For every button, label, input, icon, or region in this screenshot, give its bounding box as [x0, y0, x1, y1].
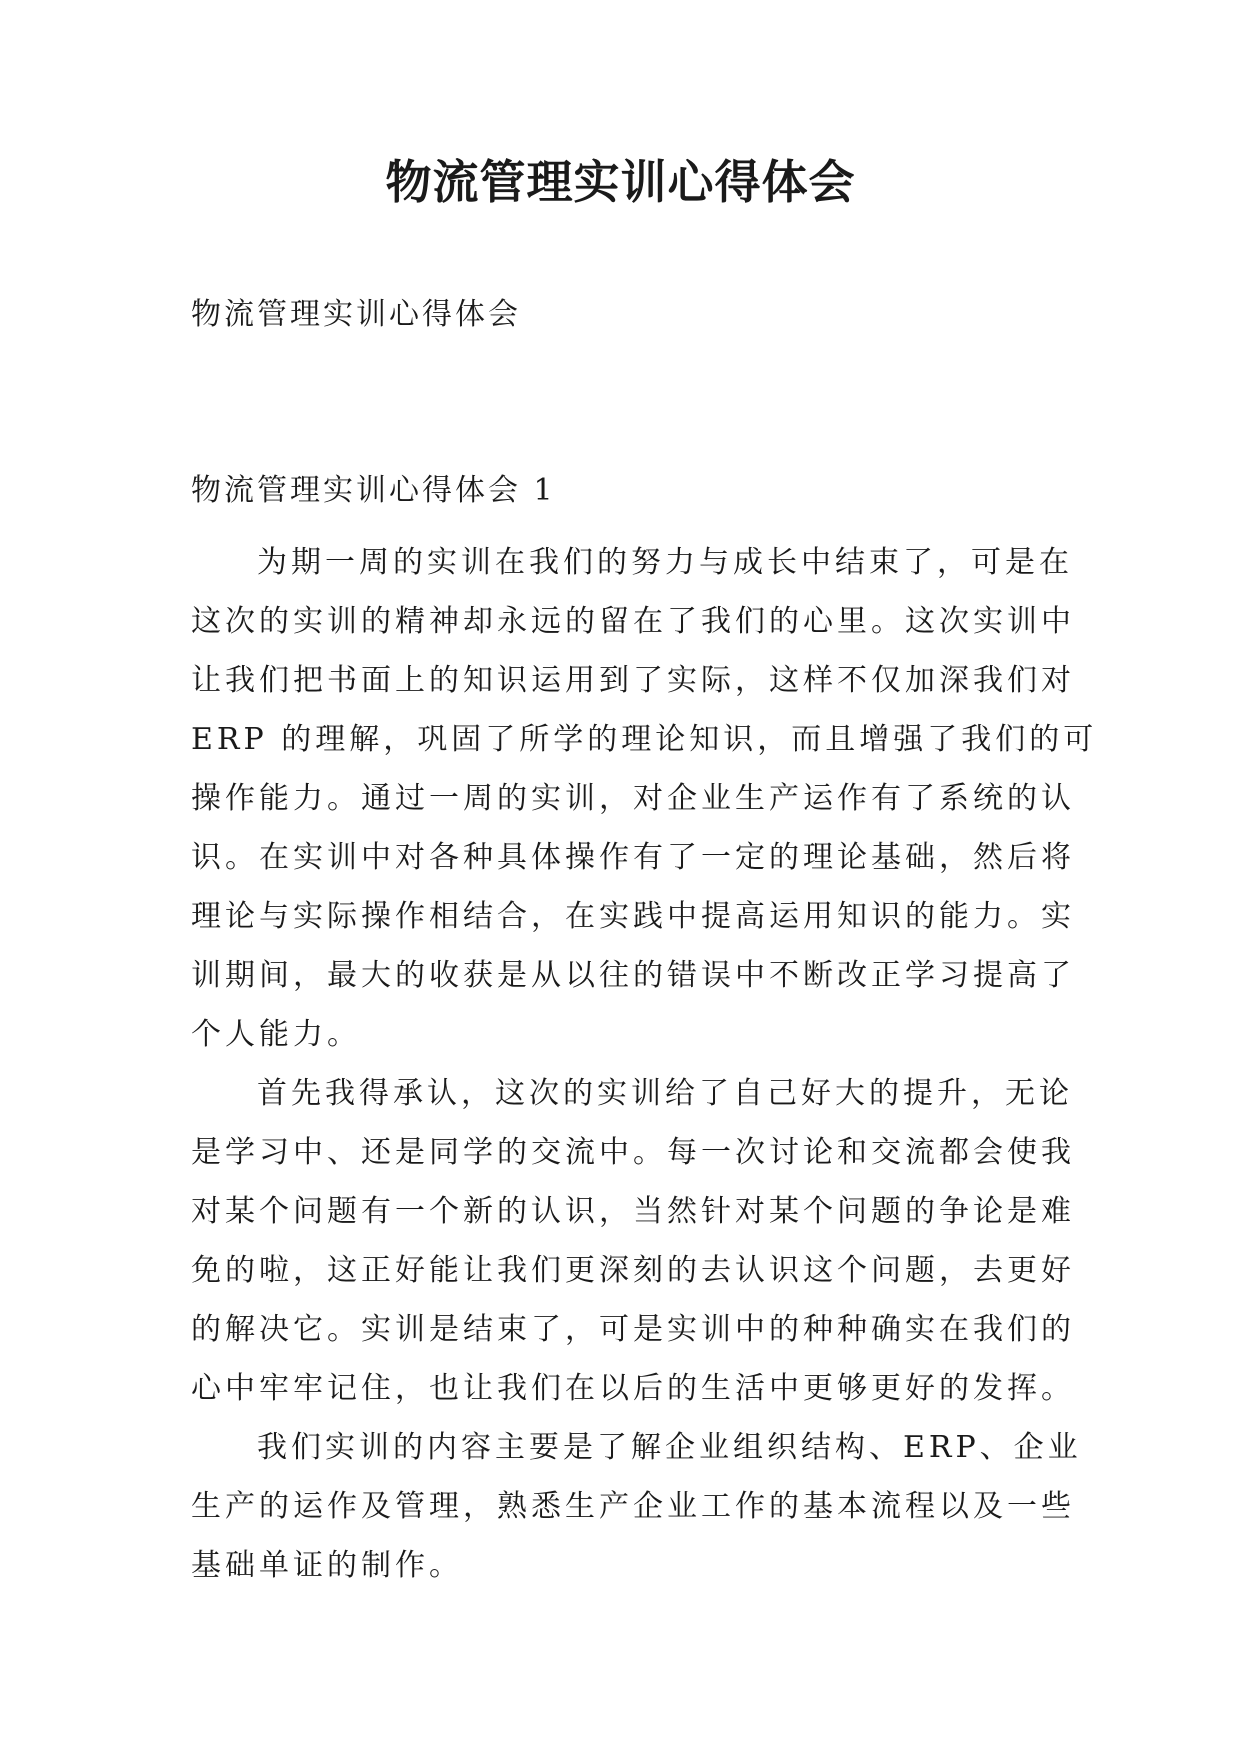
- text-line: 个人能力。: [191, 1017, 361, 1052]
- document-subtitle: 物流管理实训心得体会: [191, 297, 521, 332]
- text-line: 首先我得承认，这次的实训给了自己好大的提升，无论: [257, 1076, 1073, 1111]
- text-line: 操作能力。通过一周的实训，对企业生产运作有了系统的认: [191, 781, 1075, 816]
- body-text: [191, 533, 1098, 1595]
- text-line: 让我们把书面上的知识运用到了实际，这样不仅加深我们对: [191, 663, 1075, 698]
- text-line: 对某个问题有一个新的认识，当然针对某个问题的争论是难: [191, 1194, 1075, 1229]
- text-line: ERP 的理解，巩固了所学的理论知识，而且增强了我们的可: [191, 722, 1098, 757]
- text-line: 心中牢牢记住，也让我们在以后的生活中更够更好的发挥。: [191, 1371, 1075, 1406]
- text-line: 生产的运作及管理，熟悉生产企业工作的基本流程以及一些: [191, 1489, 1075, 1524]
- paragraph-2: [191, 1064, 1075, 1418]
- paragraph-3: [191, 1418, 1082, 1595]
- text-line: 基础单证的制作。: [191, 1548, 463, 1583]
- text-line: 是学习中、还是同学的交流中。每一次讨论和交流都会使我: [191, 1135, 1075, 1170]
- text-line: 理论与实际操作相结合，在实践中提高运用知识的能力。实: [191, 899, 1075, 934]
- text-line: 的解决它。实训是结束了，可是实训中的种种确实在我们的: [191, 1312, 1075, 1347]
- paragraph-1: [191, 533, 1098, 1064]
- text-line: 我们实训的内容主要是了解企业组织结构、ERP、企业: [257, 1430, 1082, 1465]
- section-heading: 物流管理实训心得体会 1: [191, 473, 556, 508]
- text-line: 这次的实训的精神却永远的留在了我们的心里。这次实训中: [191, 604, 1075, 639]
- text-line: 为期一周的实训在我们的努力与成长中结束了，可是在: [257, 545, 1073, 580]
- text-line: 识。在实训中对各种具体操作有了一定的理论基础，然后将: [191, 840, 1075, 875]
- text-line: 免的啦，这正好能让我们更深刻的去认识这个问题，去更好: [191, 1253, 1075, 1288]
- document-title: 物流管理实训心得体会: [385, 155, 856, 209]
- text-line: 训期间，最大的收获是从以往的错误中不断改正学习提高了: [191, 958, 1075, 993]
